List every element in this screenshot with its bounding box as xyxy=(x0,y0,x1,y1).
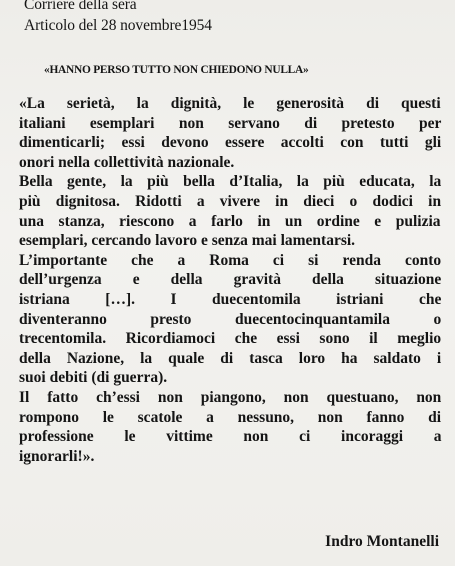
article-line: della Nazione, la quale di tasca loro ha saldato i xyxy=(19,349,442,367)
author-signature: Indro Montanelli xyxy=(325,533,439,550)
article-date: Articolo del 28 novembre1954 xyxy=(24,17,212,34)
article-line: trecentomila. Ricordiamoci che essi sono il meglio xyxy=(19,330,442,348)
article-line: dell’urgenza e della gravità della situazione xyxy=(19,271,442,289)
article-body xyxy=(19,94,441,466)
article-line: «La serietà, la dignità, le generosità di questi xyxy=(19,95,441,112)
article-line: L’importante che a Roma ci si renda conto xyxy=(19,251,442,269)
article-line: istriana […]. I duecentomila istriani che xyxy=(19,290,442,308)
newspaper-name: Corriere della sera xyxy=(24,0,137,13)
article-line: esemplari, cercando lavoro e senza mai lamentarsi. xyxy=(19,232,356,250)
article-line: rompono le scatole a nessuno, non fanno di xyxy=(19,408,442,426)
article-line: Il fatto ch’essi non piangono, non questuano, non xyxy=(19,388,442,406)
article-line: italiani esemplari non servano di pretesto per xyxy=(19,114,442,132)
article-line: una stanza, riescono a farlo in un ordine e pulizia xyxy=(19,212,441,230)
article-headline: «HANNO PERSO TUTTO NON CHIEDONO NULLA» xyxy=(44,64,309,76)
article-line: Bella gente, la più bella d’Italia, la più educata, la xyxy=(19,173,442,191)
article-line: più dignitosa. Ridotti a vivere in dieci o dodici in xyxy=(19,192,442,210)
article-line: onori nella collettività nazionale. xyxy=(19,153,235,171)
article-line: ignorarli!». xyxy=(19,447,95,465)
article-line: diventeranno presto duecentocinquantamila o xyxy=(19,310,442,328)
article-line: professione le vittime non ci incoraggi a xyxy=(19,428,442,446)
article-line: suoi debiti (di guerra). xyxy=(19,369,168,387)
article-line: dimenticarli; essi devono essere accolti con tutti gli xyxy=(19,134,442,152)
